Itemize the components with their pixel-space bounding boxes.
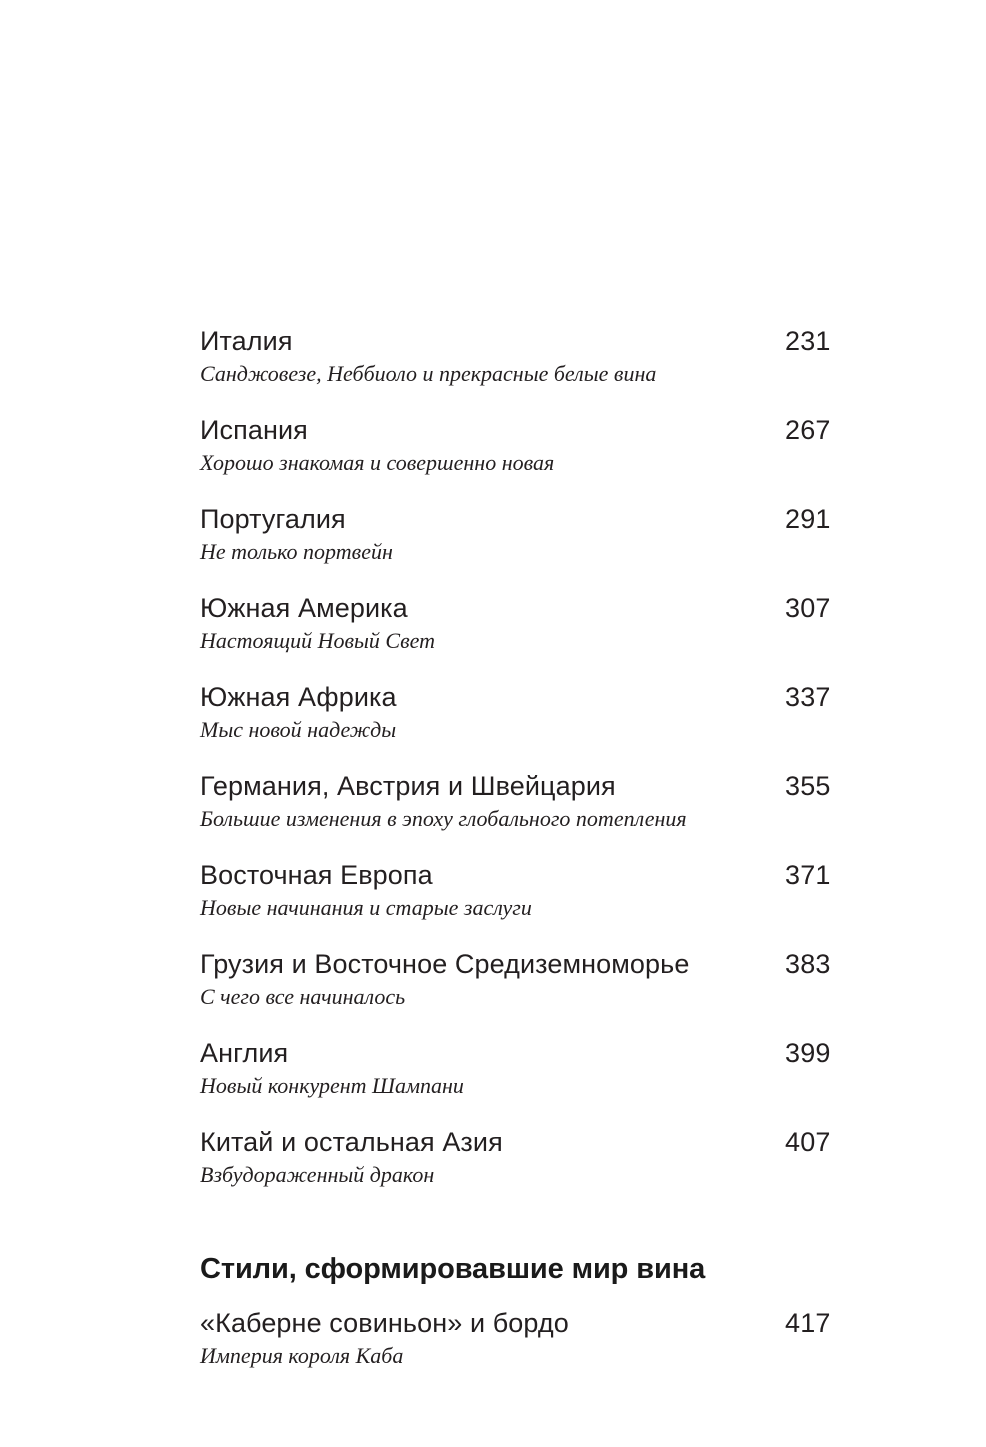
toc-entry-head [200,1126,828,1158]
toc-entry-title: Южная Америка [200,593,408,623]
toc-entry-page-number: 371 [785,860,831,890]
toc-entry-title: Португалия [200,504,346,534]
toc-entry-head [200,1307,828,1339]
toc-entry-subtitle: Настоящий Новый Свет [200,628,436,653]
toc-entry-title: Испания [200,415,308,445]
toc-entry-title: Италия [200,326,293,356]
toc-entry-page-number: 355 [785,771,831,801]
toc-entry-title: «Каберне совиньон» и бордо [200,1308,569,1338]
toc-list [200,325,831,1396]
toc-section-heading: Стили, сформировавшие мир вина [200,1253,706,1285]
toc-entry[interactable] [200,770,831,833]
toc-entry-page-number: 417 [785,1308,831,1338]
toc-entry[interactable] [200,414,831,477]
toc-entry[interactable] [200,503,831,566]
toc-entry-head [200,414,828,446]
toc-entry-title: Китай и остальная Азия [200,1127,503,1157]
toc-entry[interactable] [200,1307,831,1370]
toc-entry-subtitle: С чего все начиналось [200,984,406,1009]
toc-group-regions [200,325,831,1189]
toc-entry-head [200,770,828,802]
toc-entry-title: Восточная Европа [200,860,433,890]
toc-entry-subtitle: Хорошо знакомая и совершенно новая [200,450,555,475]
toc-entry-page-number: 383 [785,949,831,979]
toc-entry-head [200,859,828,891]
toc-entry-head [200,503,828,535]
toc-entry-title: Англия [200,1038,289,1068]
toc-entry-subtitle: Большие изменения в эпоху глобального потепления [200,806,687,831]
toc-entry-head [200,1037,828,1069]
toc-entry-head [200,325,828,357]
toc-entry-page-number: 307 [785,593,831,623]
toc-entry-page-number: 267 [785,415,831,445]
toc-entry-head [200,592,828,624]
toc-entry-subtitle: Не только портвейн [200,539,393,564]
toc-entry-head [200,681,828,713]
toc-entry[interactable] [200,325,831,388]
toc-entry-page-number: 407 [785,1127,831,1157]
toc-entry-subtitle: Империя короля Каба [200,1343,404,1368]
toc-entry-title: Германия, Австрия и Швейцария [200,771,616,801]
toc-entry-subtitle: Взбудораженный дракон [200,1162,435,1187]
toc-entry-subtitle: Санджовезе, Неббиоло и прекрасные белые вина [200,361,657,386]
toc-group-styles [200,1307,831,1370]
toc-entry[interactable] [200,1037,831,1100]
toc-entry[interactable] [200,592,831,655]
toc-entry-subtitle: Новые начинания и старые заслуги [200,895,532,920]
toc-entry[interactable] [200,948,831,1011]
toc-entry-page-number: 231 [785,326,831,356]
toc-entry-head [200,948,828,980]
toc-entry-subtitle: Новый конкурент Шампани [200,1073,464,1098]
toc-entry[interactable] [200,859,831,922]
toc-entry-subtitle: Мыс новой надежды [200,717,397,742]
toc-entry[interactable] [200,681,831,744]
toc-entry-page-number: 291 [785,504,831,534]
toc-entry-page-number: 337 [785,682,831,712]
toc-entry[interactable] [200,1126,831,1189]
toc-entry-page-number: 399 [785,1038,831,1068]
toc-entry-title: Южная Африка [200,682,397,712]
toc-entry-title: Грузия и Восточное Средиземноморье [200,949,690,979]
